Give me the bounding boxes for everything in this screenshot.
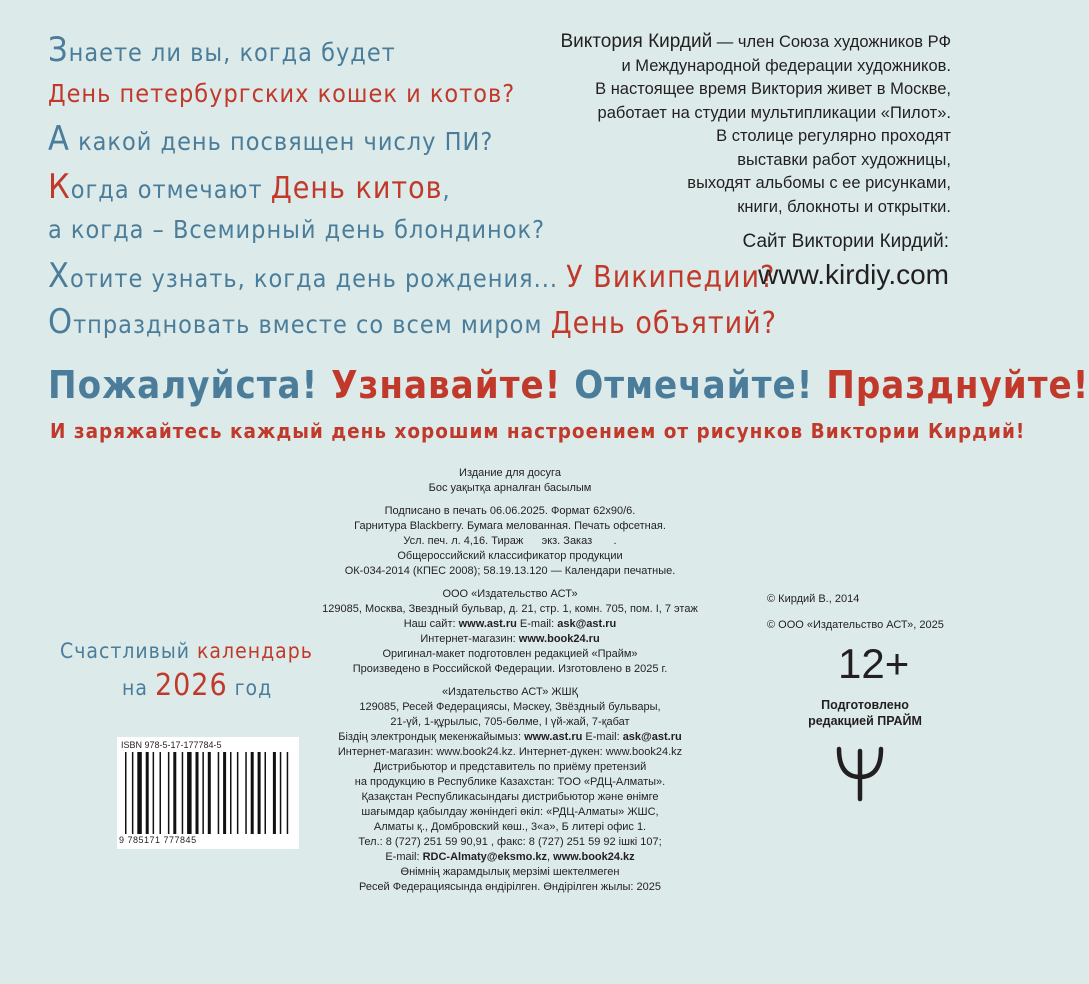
barcode-bar — [208, 752, 211, 834]
barcode-bar — [160, 752, 162, 834]
publisher-note: Подготовлено редакцией ПРАЙМ — [808, 698, 922, 728]
imprint-line: 21-үй, 1-құрылыс, 705-бөлме, I үй-жай, 7-қабат — [390, 716, 630, 728]
intro-line-1 — [48, 30, 396, 73]
imprint-line: 129085, Москва, Звездный бульвар, д. 21, стр. 1, комн. 705, пом. I, 7 этаж — [322, 603, 698, 615]
intro-line-7-cap: О — [48, 302, 74, 342]
bio-line-7: выходят альбомы с ее рисунками, — [687, 174, 951, 192]
intro-line-1-text: наете ли вы, когда будет — [68, 38, 396, 67]
imprint-text: E-mail: — [385, 851, 423, 863]
author-site — [743, 229, 949, 293]
slogan-mark: Отмечайте! — [574, 363, 814, 407]
barcode-bar — [218, 752, 220, 834]
barcode-bar — [273, 752, 276, 834]
imprint-email-link[interactable]: ask@ast.ru — [557, 618, 617, 630]
intro-line-3-cap: А — [48, 119, 70, 159]
slogan-celebrate: Празднуйте! — [826, 363, 1089, 407]
imprint-line: Тел.: 8 (727) 251 59 90,91 , факс: 8 (727) 251 59 92 ішкі 107; — [358, 836, 662, 848]
imprint-line: 129085, Ресей Федерациясы, Мәскеу, Звёздный бульвары, — [359, 701, 661, 713]
barcode-bar — [153, 752, 155, 834]
copyright-publisher: © ООО «Издательство АСТ», 2025 — [767, 619, 944, 631]
slogan-learn: Узнавайте! — [331, 363, 562, 407]
bio-line-4: работает на студии мультипликации «Пилот». — [597, 103, 951, 122]
imprint-line: Қазақстан Республикасындағы дистрибьютор және өнімге — [361, 791, 659, 803]
imprint-line: Алматы қ., Домбровский көш., 3«а», Б литері офис 1. — [373, 821, 647, 833]
intro-line-4 — [48, 167, 451, 210]
intro-line-2 — [48, 74, 515, 114]
imprint-website-link[interactable]: www.ast.ru — [458, 618, 517, 630]
calendar-title-line-1 — [60, 636, 313, 666]
bio-line-3: В настоящее время Виктория живет в Москве, — [595, 80, 951, 98]
author-bio — [511, 30, 951, 219]
imprint-line — [300, 730, 720, 745]
intro-line-1-cap: З — [48, 30, 69, 70]
intro-line-6 — [48, 256, 775, 299]
isbn: ISBN 978-5-17-177784-5 — [121, 740, 222, 750]
imprint-line: Оригинал-макет подготовлен редакцией «Прайм» — [382, 648, 638, 660]
imprint-text: Наш сайт: — [403, 618, 459, 630]
barcode-bar — [202, 752, 204, 834]
intro-line-3-text: какой день посвящен числу ПИ? — [69, 127, 494, 156]
author-name: Виктория Кирдий — [560, 31, 713, 52]
imprint-line: Ресей Федерациясында өндірілген. Өндірілген жылы: 2025 — [358, 881, 662, 893]
barcode-bar — [287, 752, 289, 834]
imprint-line: на продукцию в Республике Казахстан: ТОО «РДЦ-Алматы». — [354, 776, 666, 788]
barcode-bar — [258, 752, 261, 834]
imprint-text: , — [547, 851, 554, 863]
imprint-line: Бос уақытқа арналған басылым — [428, 482, 592, 494]
imprint-email-link[interactable]: ask@ast.ru — [622, 731, 682, 743]
barcode-bar — [182, 752, 184, 834]
intro-line-6-highlight: У Википедии? — [566, 260, 776, 295]
age-rating: 12+ — [838, 640, 910, 687]
site-url[interactable]: www.kirdiy.com — [758, 259, 949, 290]
imprint-line: Произведено в Российской Федерации. Изготовлено в 2025 г. — [352, 663, 668, 675]
imprint-email-link[interactable]: RDC-Almaty@eksmo.kz — [422, 851, 548, 863]
imprint-line: Издание для досуга — [459, 467, 561, 479]
bio-line-1 — [511, 30, 951, 55]
intro-line-2-text: День петербургских кошек и котов? — [48, 79, 516, 108]
imprint-line — [300, 632, 720, 647]
intro-line-4-highlight: День китов — [270, 171, 443, 206]
barcode-bar — [223, 752, 226, 834]
barcode-bar — [230, 752, 232, 834]
bio-line-5: В столице регулярно проходят — [716, 127, 951, 145]
imprint-publisher-ru — [300, 587, 720, 677]
calendar-title — [60, 636, 313, 708]
imprint-line: «Издательство АСТ» ЖШҚ — [441, 686, 579, 698]
barcode-bar — [132, 752, 134, 834]
imprint-publisher-kz — [300, 685, 720, 895]
imprint-line: шағымдар қабылдау жөніндегі өкіл: «РДЦ-Алматы» ЖШС, — [361, 806, 659, 818]
imprint-line: Подписано в печать 06.06.2025. Формат 62х90/6. — [384, 505, 636, 517]
charge-line: И заряжайтесь каждый день хорошим настроением от рисунков Виктории Кирдий! — [50, 419, 1026, 443]
psi-icon — [835, 745, 885, 808]
intro-line-5 — [48, 210, 545, 250]
bio-line-1-text: — член Союза художников РФ — [712, 33, 951, 51]
barcode-bar — [173, 752, 176, 834]
intro-line-7-highlight: День объятий? — [550, 306, 777, 341]
intro-line-3 — [48, 119, 493, 162]
intro-line-6-cap: Х — [48, 256, 70, 296]
barcode-bar — [245, 752, 247, 834]
intro-line-7 — [48, 302, 777, 345]
slogan — [48, 360, 1089, 410]
barcode — [117, 737, 299, 849]
slogan-please: Пожалуйста! — [48, 363, 319, 407]
bio-line-8: книги, блокноты и открытки. — [737, 197, 951, 216]
barcode-bar — [146, 752, 149, 834]
imprint-line: Гарнитура Blackberry. Бумага мелованная. Печать офсетная. — [354, 520, 666, 532]
imprint-line: ООО «Издательство АСТ» — [442, 588, 578, 600]
imprint-line — [300, 850, 720, 865]
imprint-line: Усл. печ. л. 4,16. Тираж экз. Заказ . — [403, 535, 617, 547]
imprint-text: Біздің электрондық мекенжайымыз: — [338, 731, 525, 743]
intro-line-5-text: а когда – Всемирный день блондинок? — [48, 215, 546, 244]
imprint-line — [300, 617, 720, 632]
imprint-website-link[interactable]: www.ast.ru — [524, 731, 583, 743]
imprint-line: Общероссийский классификатор продукции — [397, 550, 623, 562]
copyright — [767, 586, 944, 638]
barcode-bar — [125, 752, 127, 834]
imprint-line: Дистрибьютор и представитель по приёму претензий — [373, 761, 647, 773]
imprint-text: Интернет-магазин: — [420, 633, 519, 645]
intro-line-4-text: огда отмечают — [70, 175, 271, 204]
calendar-word-year: год — [227, 676, 273, 700]
calendar-word-for: на — [122, 676, 155, 700]
imprint-spacer — [300, 496, 720, 504]
site-label: Сайт Виктории Кирдий: — [742, 231, 949, 252]
barcode-digits: 9 785171 777845 — [119, 835, 197, 845]
imprint-shop-link[interactable]: www.book24.kz — [553, 851, 635, 863]
calendar-year: 2026 — [154, 668, 228, 703]
calendar-word-happy: Счастливый — [60, 639, 198, 663]
intro-line-4-cap: К — [48, 167, 71, 207]
barcode-bar — [237, 752, 239, 834]
barcode-bar — [196, 752, 199, 834]
barcode-bar — [137, 752, 142, 834]
calendar-title-line-2 — [122, 666, 300, 708]
intro-line-4-comma: , — [442, 175, 451, 204]
imprint-line: Өнімнің жарамдылық мерзімі шектелмеген — [400, 866, 620, 878]
barcode-bar — [280, 752, 282, 834]
barcode-bar — [187, 752, 192, 834]
intro-line-7-text: тпраздновать вместе со всем миром — [73, 310, 551, 339]
barcode-bar — [251, 752, 254, 834]
bio-line-2: и Международной федерации художников. — [621, 56, 951, 75]
copyright-author: © Кирдий В., 2014 — [767, 593, 860, 605]
imprint-shop-link[interactable]: www.book24.ru — [518, 633, 600, 645]
barcode-bar — [265, 752, 267, 834]
imprint-print-info — [300, 466, 720, 579]
imprint-text: E-mail: — [516, 618, 558, 630]
calendar-word-calendar: календарь — [197, 639, 313, 663]
intro-line-6-text: отите узнать, когда день рождения... — [69, 264, 567, 293]
bio-line-6: выставки работ художницы, — [737, 150, 951, 169]
imprint-line: ОК-034-2014 (КПЕС 2008); 58.19.13.120 — Календари печатные. — [344, 565, 676, 577]
barcode-bars — [121, 752, 295, 834]
imprint-line: Интернет-магазин: www.book24.kz. Интернет-дүкен: www.book24.kz — [337, 746, 683, 758]
barcode-bar — [168, 752, 170, 834]
imprint-text: E-mail: — [582, 731, 623, 743]
